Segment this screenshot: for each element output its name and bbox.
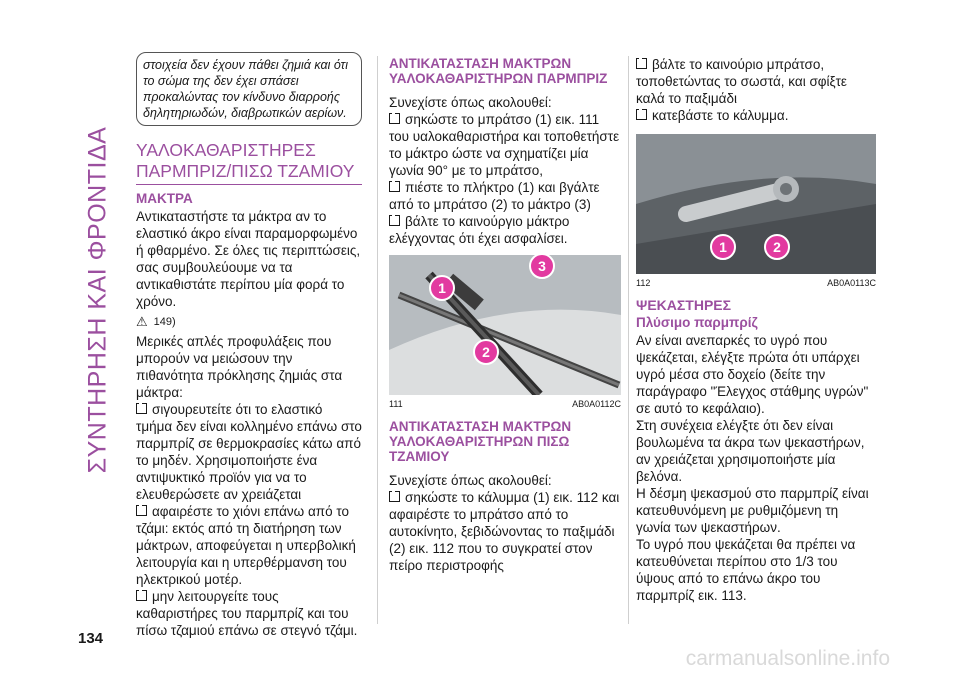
- bullet-icon: [636, 109, 647, 120]
- figure-number: 111: [389, 399, 403, 409]
- paragraph: Αντικαταστήστε τα μάκτρα αν το ελαστικό άκρο είναι παραμορφωμένο ή φθαρμένο. Σε όλες τις περιπτώσεις, σας συμβουλεύουμε να τα αντικαθιστάτε περίπου μία φορά το χρόνο.: [136, 209, 361, 309]
- note-reference: 149): [153, 316, 176, 328]
- list-item: βάλτε το καινούριο μπράτσο, τοποθετώντας το σωστά, και σφίξτε καλά το παξιμάδι: [636, 57, 847, 106]
- figure-112: [636, 134, 876, 288]
- page-number: 134: [78, 630, 104, 647]
- figure-image: [389, 255, 621, 395]
- list-item: κατεβάστε το κάλυμμα.: [636, 107, 876, 124]
- warning-box: στοιχεία δεν έχουν πάθει ζημιά και ότι το σώμα της δεν έχει σπάσει προκαλώντας τον κίνδυνο διαρροής δηλητηριωδών, διαβρωτικών αερίων.: [136, 52, 362, 126]
- figure-image: [636, 134, 876, 274]
- figure-code: AB0A0112C: [572, 399, 621, 409]
- paragraph: Στη συνέχεια ελέγξτε ότι δεν είναι βουλωμένα τα άκρα των ψεκαστήρων, αν χρειάζεται χρησιμοποιήστε μία βελόνα.: [636, 418, 865, 484]
- list-item: σηκώστε το μπράτσο (1) εικ. 111 του υαλοκαθαριστήρα και τοποθετήστε το μάκτρο ώστε να σχηματίζει μία γωνία 90° με το μπράτσο,: [389, 112, 620, 178]
- paragraph: Η δέσμη ψεκασμού στο παρμπρίζ είναι κατευθυνόμενη με ρυθμιζόμενη τη γωνία των ψεκαστήρων.: [636, 486, 869, 535]
- bullet-icon: [389, 491, 400, 502]
- bullet-icon: [136, 590, 147, 601]
- chapter-sidebar: [78, 40, 118, 560]
- paragraph: Το υγρό που ψεκάζεται θα πρέπει να κατευθύνεται περίπου στο 1/3 του ύψους από το επάνω άκρο του παρμπρίζ εικ. 113.: [636, 537, 856, 603]
- bullet-icon: [389, 113, 400, 124]
- chapter-title: ΣΥΝΤΗΡΗΣΗ ΚΑΙ ΦΡΟΝΤΙΔΑ: [83, 126, 112, 474]
- list-item: σιγουρευτείτε ότι το ελαστικό τμήμα δεν είναι κολλημένο επάνω στο παρμπρίζ σε θερμοκρασίες κάτω από το μηδέν. Χρησιμοποιήστε ένα αντιψυκτικό προϊόν για να το ελευθερώσετε αν χρειάζεται: [136, 402, 362, 502]
- list-item: μην λειτουργείτε τους καθαριστήρες του παρμπρίζ και του πίσω τζαμιού επάνω σε στεγνό τζάμι.: [136, 589, 358, 638]
- callout-3: 3: [529, 255, 555, 279]
- callout-2: 2: [473, 339, 499, 365]
- list-item: βάλτε το καινούργιο μάκτρο ελέγχοντας ότι έχει ασφαλίσει.: [389, 214, 570, 246]
- bullet-icon: [136, 403, 147, 414]
- figure-number: 112: [636, 278, 651, 288]
- warning-triangle-icon: ⚠: [136, 314, 148, 329]
- section-title-wipers: ΥΑΛΟΚΑΘΑΡΙΣΤΗΡΕΣ ΠΑΡΜΠΡΙΖ/ΠΙΣΩ ΤΖΑΜΙΟΥ: [136, 140, 362, 185]
- column-divider: [377, 56, 378, 624]
- paragraph: Συνεχίστε όπως ακολουθεί:: [389, 95, 552, 110]
- list-item: αφαιρέστε το χιόνι επάνω από το τζάμι: εκτός από τη διατήρηση των μάκτρων, αποφεύγεται η υπερβολική λειτουργία και η υπερθέρμανση του ηλεκτρικού μοτέρ.: [136, 504, 356, 587]
- column-divider: [628, 56, 629, 624]
- figure-caption: [636, 278, 876, 288]
- paragraph: Συνεχίστε όπως ακολουθεί:: [389, 473, 552, 488]
- rear-wiper-illustration: [636, 134, 876, 274]
- section-title-washers: ΨΕΚΑΣΤΗΡΕΣ: [636, 297, 732, 313]
- paragraph: Μερικές απλές προφυλάξεις που μπορούν να μειώσουν την πιθανότητα πρόκλησης ζημιάς στα μάκτρα:: [136, 334, 343, 400]
- list-item: πιέστε το πλήκτρο (1) και βγάλτε από το μπράτσο (2) το μάκτρο (3): [389, 180, 600, 212]
- paragraph: Αν είναι ανεπαρκές το υγρό που ψεκάζεται, ελέγξτε πρώτα ότι υπάρχει υγρό μέσα στο δοχείο (δείτε την παράγραφο "Έλεγχος στάθμης υγρών" σε αυτό το κεφάλαιο).: [636, 333, 869, 416]
- bullet-icon: [136, 505, 147, 516]
- figure-111: [389, 255, 621, 409]
- bullet-icon: [636, 58, 647, 69]
- section-title-rear-blade: ΑΝΤΙΚΑΤΑΣΤΑΣΗ ΜΑΚΤΡΩΝ ΥΑΛΟΚΑΘΑΡΙΣΤΗΡΩΝ ΠΙΣΩ ΤΖΑΜΙΟΥ: [389, 419, 572, 464]
- callout-1: 1: [710, 234, 736, 260]
- bullet-icon: [389, 215, 400, 226]
- section-title-front-blade: ΑΝΤΙΚΑΤΑΣΤΑΣΗ ΜΑΚΤΡΩΝ ΥΑΛΟΚΑΘΑΡΙΣΤΗΡΩΝ ΠΑΡΜΠΡΙΖ: [389, 56, 608, 86]
- wiper-arm-illustration: [389, 255, 621, 395]
- watermark: carmanualsonline.info: [685, 647, 890, 670]
- subsection-title-windscreen-wash: Πλύσιμο παρμπρίζ: [636, 315, 758, 330]
- warning-note-ref: [136, 314, 362, 330]
- figure-caption: [389, 399, 621, 409]
- callout-1: 1: [429, 275, 455, 301]
- callout-2: 2: [764, 234, 790, 260]
- figure-code: AB0A0113C: [827, 278, 876, 288]
- column-2: [389, 56, 621, 574]
- column-1: [136, 56, 362, 639]
- list-item: σηκώστε το κάλυμμα (1) εικ. 112 και αφαιρέστε το μπράτσο από το αυτοκίνητο, ξεβιδώνοντας το παξιμάδι (2) εικ. 112 που το συγκρατεί στον πείρο περιστροφής: [389, 490, 620, 573]
- subsection-title-blades: ΜΑΚΤΡΑ: [136, 191, 193, 206]
- bullet-icon: [389, 181, 400, 192]
- column-3: [636, 56, 876, 604]
